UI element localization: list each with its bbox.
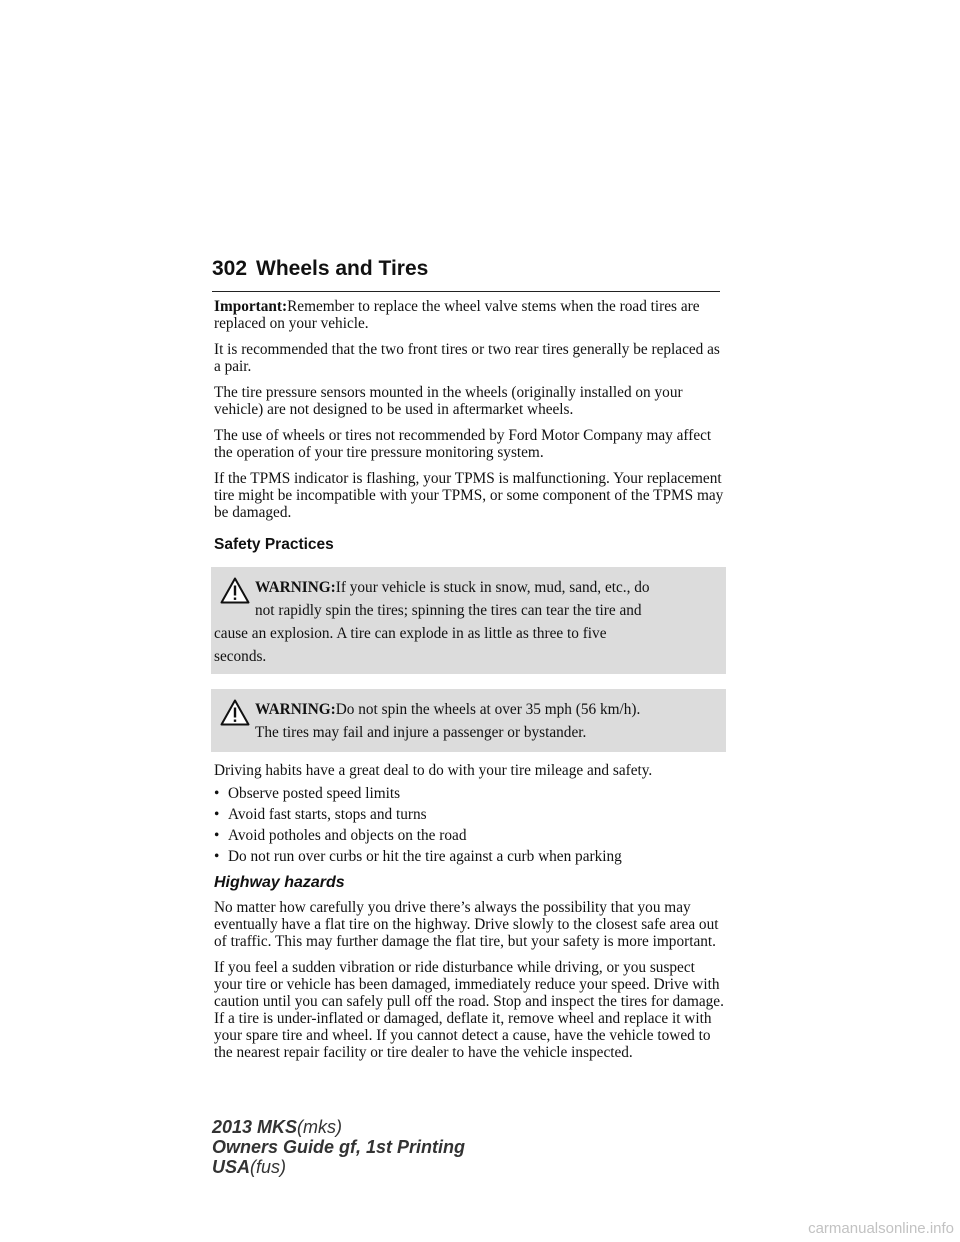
warning-text: If your vehicle is stuck in snow, mud, sand, etc., do — [335, 579, 650, 596]
driving-tips-list — [214, 785, 724, 865]
bullet-icon: • — [214, 785, 220, 802]
list-item-text: Observe posted speed limits — [228, 785, 401, 802]
page-number: 302 — [212, 257, 248, 280]
warning-triangle-icon — [220, 699, 250, 726]
list-item — [214, 785, 724, 802]
list-item — [214, 806, 724, 823]
highway-hazards-heading: Highway hazards — [214, 874, 345, 891]
bullet-icon: • — [214, 806, 220, 823]
page-header — [212, 255, 720, 292]
footer-region: USA — [212, 1157, 251, 1177]
page-footer — [212, 1117, 465, 1177]
watermark: carmanualsonline.info — [808, 1220, 954, 1237]
warning-line: The tires may fail and injure a passenger or bystander. — [255, 724, 587, 741]
footer-line-model — [212, 1117, 465, 1137]
list-item — [214, 848, 724, 865]
warning-triangle-icon — [220, 577, 250, 604]
list-item-text: Avoid potholes and objects on the road — [228, 827, 467, 844]
bullet-icon: • — [214, 827, 220, 844]
important-paragraph — [214, 298, 724, 332]
list-item-text: Do not run over curbs or hit the tire against a curb when parking — [228, 848, 622, 865]
paragraph-flat-tire: No matter how carefully you drive there’s always the possibility that you may eventually have a flat tire on the highway. Drive slowly to the closest safe area out of traffic. This may further damage the flat tire, but your safety is more important. — [214, 899, 719, 950]
footer-region-code: (fus) — [250, 1157, 287, 1177]
paragraph-driving-habits: Driving habits have a great deal to do with your tire mileage and safety. — [214, 762, 653, 779]
warning-text: Do not spin the wheels at over 35 mph (56 km/h). — [335, 701, 641, 718]
footer-guide: Owners Guide gf, 1st Printing — [212, 1137, 466, 1157]
paragraph-aftermarket: The use of wheels or tires not recommended by Ford Motor Company may affect the operation of your tire pressure monitoring system. — [214, 427, 712, 461]
footer-line-guide — [212, 1137, 465, 1157]
page-content — [214, 298, 724, 1070]
warning-line — [255, 698, 716, 721]
warning-box-spin-speed — [211, 689, 726, 752]
warning-line: seconds. — [214, 648, 267, 665]
paragraph-vibration: If you feel a sudden vibration or ride disturbance while driving, or you suspect your tire or vehicle has been damaged, immediately reduce your speed. Drive with caution until you can safely pull off the road. Stop and inspect the tires for damage. If a tire is under-inflated or damaged, deflate it, remove wheel and replace it with your spare tire and wheel. If you cannot detect a cause, have the vehicle towed to the nearest repair facility or tire dealer to have the vehicle inspected. — [214, 959, 724, 1061]
footer-model: 2013 MKS — [212, 1117, 298, 1137]
warning-box-stuck-vehicle — [211, 567, 726, 674]
warning-label: WARNING: — [255, 579, 336, 596]
section-title: Wheels and Tires — [256, 257, 429, 280]
bullet-icon: • — [214, 848, 220, 865]
warning-label: WARNING: — [255, 701, 336, 718]
warning-line: cause an explosion. A tire can explode in as little as three to five — [214, 625, 607, 642]
paragraph-sensors: The tire pressure sensors mounted in the wheels (originally installed on your vehicle) are not designed to be used in aftermarket wheels. — [214, 384, 683, 418]
list-item — [214, 827, 724, 844]
paragraph-pair-replacement: It is recommended that the two front tires or two rear tires generally be replaced as a pair. — [214, 341, 720, 375]
warning-line — [255, 576, 716, 599]
paragraph-tpms-flashing: If the TPMS indicator is flashing, your TPMS is malfunctioning. Your replacement tire might be incompatible with your TPMS, or some component of the TPMS may be damaged. — [214, 470, 724, 521]
footer-model-code: (mks) — [297, 1117, 343, 1137]
important-text: Remember to replace the wheel valve stems when the road tires are replaced on your vehicle. — [214, 298, 700, 332]
warning-line: not rapidly spin the tires; spinning the tires can tear the tire and — [255, 602, 642, 619]
important-label: Important: — [214, 298, 288, 315]
list-item-text: Avoid fast starts, stops and turns — [228, 806, 427, 823]
footer-line-region — [212, 1157, 465, 1177]
safety-practices-heading: Safety Practices — [214, 536, 334, 553]
